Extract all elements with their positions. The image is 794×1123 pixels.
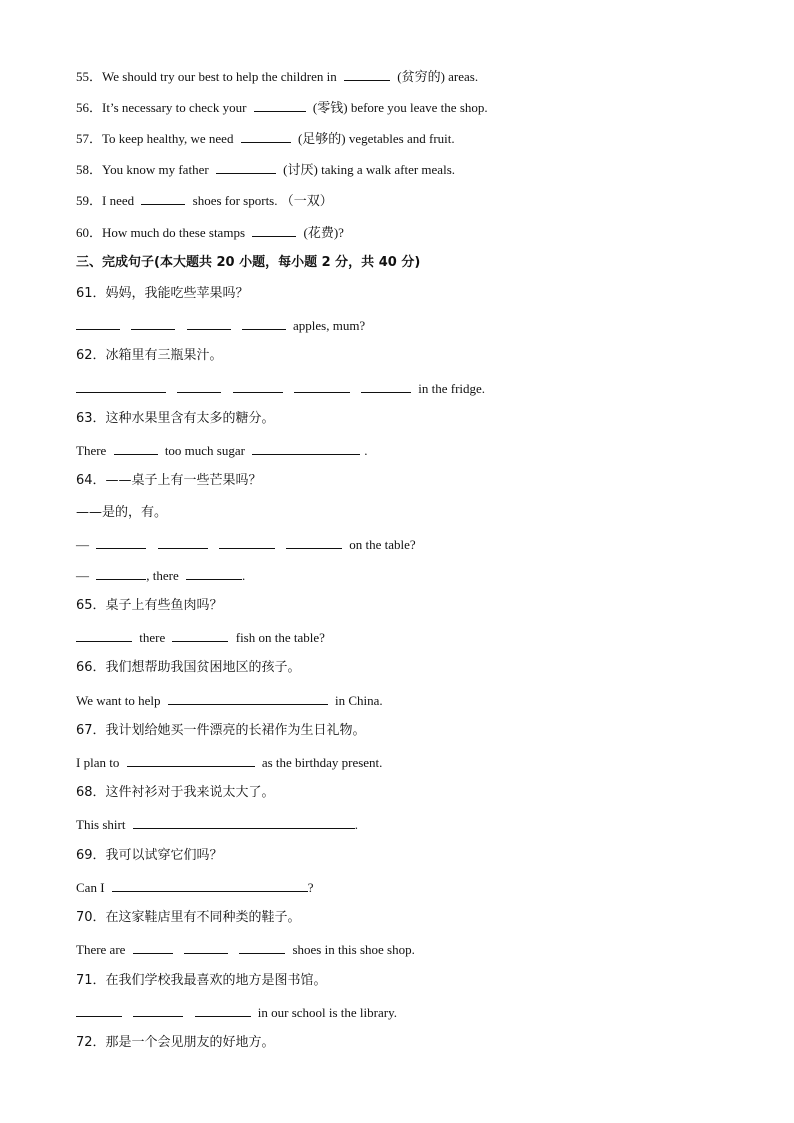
sentence-text: in our school is the library. bbox=[257, 1005, 397, 1020]
answer-blank[interactable] bbox=[131, 317, 175, 330]
answer-blank[interactable] bbox=[158, 536, 208, 549]
answer-blank[interactable] bbox=[254, 99, 306, 112]
answer-blank[interactable] bbox=[361, 380, 411, 393]
question-number: 58． bbox=[76, 162, 103, 177]
sentence-64-prompt: 64．——桌子上有一些芒果吗？ bbox=[76, 473, 262, 488]
answer-blank[interactable] bbox=[216, 161, 276, 174]
answer-blank[interactable] bbox=[127, 754, 255, 767]
sentence-text: ? bbox=[307, 880, 314, 895]
answer-blank[interactable] bbox=[177, 380, 221, 393]
sentence-61-prompt: 61．妈妈，我能吃些苹果吗？ bbox=[76, 286, 249, 301]
question-number: 56． bbox=[76, 100, 103, 115]
sentence-text: . bbox=[354, 817, 358, 832]
answer-blank[interactable] bbox=[187, 317, 231, 330]
question-text: (零钱) before you leave the shop. bbox=[312, 100, 488, 115]
sentence-65-prompt: 65．桌子上有些鱼肉吗？ bbox=[76, 598, 223, 613]
sentence-text: there bbox=[139, 630, 166, 645]
sentence-text: , there bbox=[146, 568, 179, 583]
sentence-70-answer bbox=[76, 941, 415, 958]
answer-blank[interactable] bbox=[241, 130, 291, 143]
answer-blank[interactable] bbox=[252, 224, 296, 237]
question-text: (贫穷的) areas. bbox=[397, 69, 479, 84]
sentence-66-prompt: 66．我们想帮助我国贫困地区的孩子。 bbox=[76, 660, 301, 675]
sentence-71-answer bbox=[76, 1004, 397, 1021]
question-text: (讨厌) taking a walk after meals. bbox=[283, 162, 455, 177]
question-text: shoes for sports. （一双） bbox=[192, 193, 333, 208]
sentence-67-answer bbox=[76, 754, 382, 771]
answer-blank[interactable] bbox=[133, 941, 173, 954]
sentence-text: . bbox=[241, 568, 246, 583]
question-58 bbox=[76, 161, 455, 178]
answer-blank[interactable] bbox=[294, 380, 350, 393]
answer-blank[interactable] bbox=[96, 567, 146, 580]
question-text: (花费)? bbox=[303, 225, 344, 240]
answer-blank[interactable] bbox=[233, 380, 283, 393]
question-text: We should try our best to help the children in bbox=[102, 69, 337, 84]
answer-blank[interactable] bbox=[76, 1004, 122, 1017]
question-text: You know my father bbox=[102, 162, 209, 177]
question-59 bbox=[76, 192, 333, 209]
question-text: (足够的) vegetables and fruit. bbox=[297, 131, 455, 146]
question-text: I need bbox=[102, 193, 135, 208]
dialogue-dash: — bbox=[76, 568, 89, 583]
question-60 bbox=[76, 224, 344, 241]
sentence-62-prompt: 62．冰箱里有三瓶果汁。 bbox=[76, 348, 223, 363]
sentence-66-answer bbox=[76, 692, 383, 709]
question-text: It’s necessary to check your bbox=[102, 100, 247, 115]
sentence-64-answer-question bbox=[76, 536, 416, 553]
sentence-62-answer bbox=[76, 380, 485, 397]
sentence-69-answer bbox=[76, 879, 314, 896]
section-heading: 三、完成句子(本大题共 20 小题，每小题 2 分，共 40 分) bbox=[76, 255, 421, 270]
sentence-61-answer bbox=[76, 317, 365, 334]
sentence-68-prompt: 68．这件衬衫对于我来说太大了。 bbox=[76, 785, 275, 800]
sentence-67-prompt: 67．我计划给她买一件漂亮的长裙作为生日礼物。 bbox=[76, 723, 366, 738]
answer-blank[interactable] bbox=[114, 442, 158, 455]
sentence-text: This shirt bbox=[76, 817, 126, 832]
question-number: 59． bbox=[76, 193, 103, 208]
answer-blank[interactable] bbox=[219, 536, 275, 549]
answer-blank[interactable] bbox=[76, 629, 132, 642]
answer-blank[interactable] bbox=[172, 629, 228, 642]
sentence-text: in China. bbox=[335, 693, 383, 708]
sentence-63-answer bbox=[76, 442, 367, 459]
sentence-65-answer bbox=[76, 629, 325, 646]
sentence-text: as the birthday present. bbox=[261, 755, 383, 770]
question-56 bbox=[76, 99, 488, 116]
sentence-text: . bbox=[364, 443, 368, 458]
sentence-text: on the table? bbox=[349, 537, 416, 552]
sentence-69-prompt: 69．我可以试穿它们吗？ bbox=[76, 848, 223, 863]
answer-blank[interactable] bbox=[195, 1004, 251, 1017]
sentence-64-prompt-reply: ——是的，有。 bbox=[76, 505, 168, 520]
sentence-text: shoes in this shoe shop. bbox=[292, 942, 415, 957]
answer-blank[interactable] bbox=[96, 536, 146, 549]
question-57 bbox=[76, 130, 455, 147]
sentence-text: apples, mum? bbox=[293, 318, 366, 333]
answer-blank[interactable] bbox=[133, 1004, 183, 1017]
sentence-72-prompt: 72．那是一个会见朋友的好地方。 bbox=[76, 1035, 275, 1050]
sentence-text: in the fridge. bbox=[418, 381, 486, 396]
answer-blank[interactable] bbox=[239, 941, 285, 954]
question-number: 55． bbox=[76, 69, 103, 84]
question-text: To keep healthy, we need bbox=[102, 131, 234, 146]
sentence-63-prompt: 63．这种水果里含有太多的糖分。 bbox=[76, 411, 275, 426]
answer-blank[interactable] bbox=[141, 192, 185, 205]
answer-blank[interactable] bbox=[133, 816, 355, 829]
sentence-text: There are bbox=[76, 942, 126, 957]
answer-blank[interactable] bbox=[76, 317, 120, 330]
answer-blank[interactable] bbox=[286, 536, 342, 549]
answer-blank[interactable] bbox=[184, 941, 228, 954]
question-number: 60． bbox=[76, 225, 103, 240]
sentence-text: I plan to bbox=[76, 755, 120, 770]
answer-blank[interactable] bbox=[242, 317, 286, 330]
sentence-text: There bbox=[76, 443, 107, 458]
question-55 bbox=[76, 68, 478, 85]
question-number: 57． bbox=[76, 131, 103, 146]
answer-blank[interactable] bbox=[252, 442, 360, 455]
answer-blank[interactable] bbox=[112, 879, 308, 892]
question-text: How much do these stamps bbox=[102, 225, 245, 240]
sentence-68-answer bbox=[76, 816, 358, 833]
sentence-text: Can I bbox=[76, 880, 105, 895]
sentence-text: We want to help bbox=[76, 693, 161, 708]
answer-blank[interactable] bbox=[76, 380, 166, 393]
sentence-71-prompt: 71．在我们学校我最喜欢的地方是图书馆。 bbox=[76, 973, 327, 988]
sentence-64-answer-reply bbox=[76, 567, 245, 584]
answer-blank[interactable] bbox=[186, 567, 242, 580]
sentence-text: too much sugar bbox=[164, 443, 245, 458]
answer-blank[interactable] bbox=[168, 692, 328, 705]
sentence-70-prompt: 70．在这家鞋店里有不同种类的鞋子。 bbox=[76, 910, 301, 925]
sentence-text: fish on the table? bbox=[235, 630, 325, 645]
dialogue-dash: — bbox=[76, 537, 89, 552]
answer-blank[interactable] bbox=[344, 68, 390, 81]
